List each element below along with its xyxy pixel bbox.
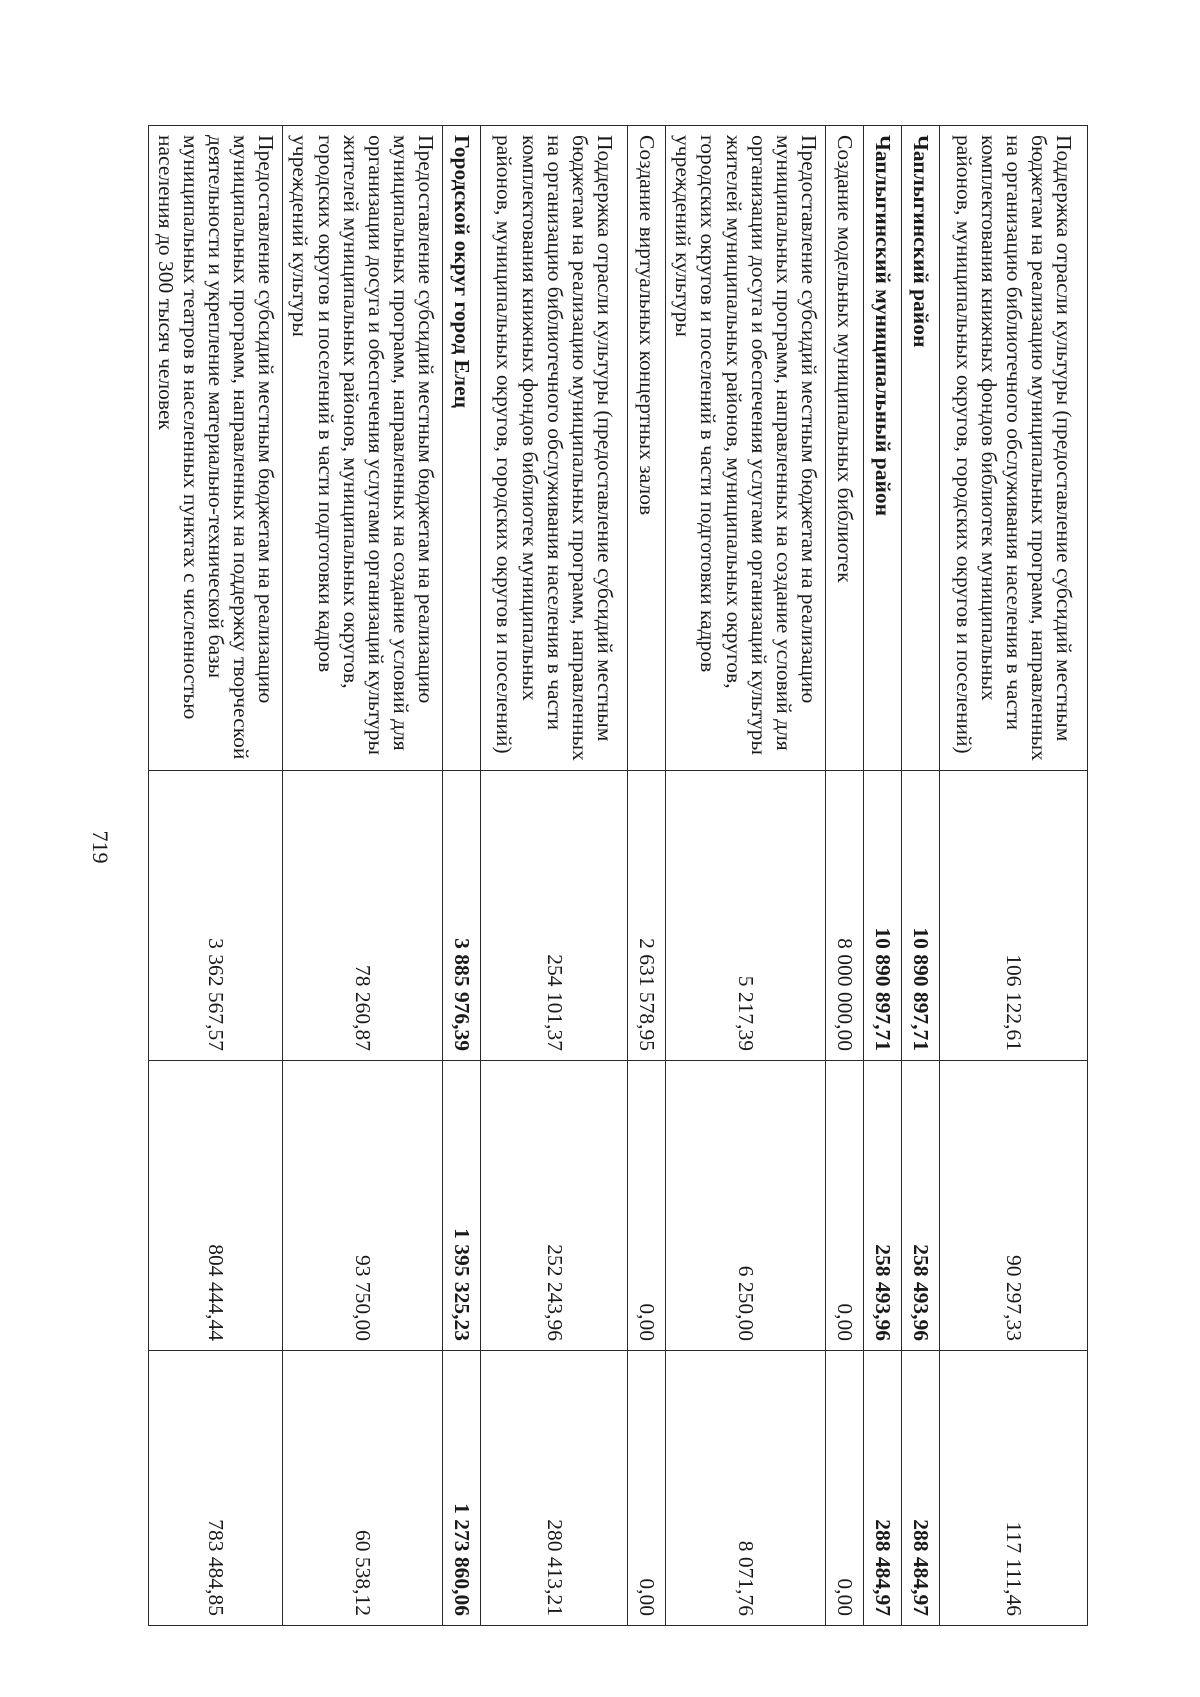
row-value-3: 117 111,46 (940, 1351, 1088, 1626)
row-value-1: 8 000 000,00 (826, 771, 864, 1061)
table-row (902, 126, 940, 1626)
row-value-2: 93 750,00 (283, 1061, 443, 1351)
table-row (443, 126, 481, 1626)
table-row (864, 126, 902, 1626)
row-name: Поддержка отрасли культуры (предоставление субсидий местным бюджетам на реализацию муниципальных программ, направленных на организацию библиотечного обслуживания населения в части комплектования книжных фондов библиотек муниципальных районов, муниципальных округов, городских округов и поселений) (481, 126, 628, 771)
row-value-2: 804 444,44 (148, 1061, 283, 1351)
row-name: Городской округ город Елец (443, 126, 481, 771)
row-value-3: 288 484,97 (902, 1351, 940, 1626)
row-value-2: 0,00 (826, 1061, 864, 1351)
rotated-table-container (148, 125, 1088, 1625)
row-name: Чаплыгинский муниципальный район (864, 126, 902, 771)
table-row (481, 126, 628, 1626)
row-value-2: 6 250,00 (666, 1061, 826, 1351)
row-name: Создание модельных муниципальных библиотек (826, 126, 864, 771)
row-value-1: 106 122,61 (940, 771, 1088, 1061)
row-value-2: 1 395 325,23 (443, 1061, 481, 1351)
row-name: Предоставление субсидий местным бюджетам на реализацию муниципальных программ, направленных на поддержку творческой деятельности и укрепление материально-технической базы муниципальных театров в населенных пунктах с численностью населения до 300 тысяч человек (148, 126, 283, 771)
table-row (666, 126, 826, 1626)
page-number: 719 (88, 830, 113, 864)
row-value-3: 8 071,76 (666, 1351, 826, 1626)
row-value-3: 288 484,97 (864, 1351, 902, 1626)
row-name: Поддержка отрасли культуры (предоставление субсидий местным бюджетам на реализацию муниципальных программ, направленных на организацию библиотечного обслуживания населения в части комплектования книжных фондов библиотек муниципальных районов, муниципальных округов, городских округов и поселений) (940, 126, 1088, 771)
row-value-2: 258 493,96 (864, 1061, 902, 1351)
row-value-1: 10 890 897,71 (902, 771, 940, 1061)
table-row (148, 126, 283, 1626)
row-value-3: 1 273 860,06 (443, 1351, 481, 1626)
row-value-1: 3 885 976,39 (443, 771, 481, 1061)
row-value-2: 0,00 (628, 1061, 666, 1351)
row-value-1: 2 631 578,95 (628, 771, 666, 1061)
row-name: Чаплыгинский район (902, 126, 940, 771)
row-name: Создание виртуальных концертных залов (628, 126, 666, 771)
row-value-1: 78 260,87 (283, 771, 443, 1061)
row-value-3: 0,00 (628, 1351, 666, 1626)
row-value-1: 254 101,37 (481, 771, 628, 1061)
table-row (628, 126, 666, 1626)
budget-table (148, 125, 1088, 1626)
row-name: Предоставление субсидий местным бюджетам на реализацию муниципальных программ, направленных на создание условий для организации досуга и обеспечения услугами организаций культуры жителей муниципальных районов, муниципальных округов, городских округов и поселений в части подготовки кадров учреждений культуры (283, 126, 443, 771)
table-row (283, 126, 443, 1626)
row-name: Предоставление субсидий местным бюджетам на реализацию муниципальных программ, направленных на создание условий для организации досуга и обеспечения услугами организаций культуры жителей муниципальных районов, муниципальных округов, городских округов и поселений в части подготовки кадров учреждений культуры (666, 126, 826, 771)
row-value-3: 280 413,21 (481, 1351, 628, 1626)
row-value-2: 90 297,33 (940, 1061, 1088, 1351)
table-row (826, 126, 864, 1626)
table-row (940, 126, 1088, 1626)
row-value-3: 783 484,85 (148, 1351, 283, 1626)
row-value-1: 10 890 897,71 (864, 771, 902, 1061)
row-value-3: 0,00 (826, 1351, 864, 1626)
row-value-1: 5 217,39 (666, 771, 826, 1061)
row-value-1: 3 362 567,57 (148, 771, 283, 1061)
row-value-2: 258 493,96 (902, 1061, 940, 1351)
row-value-3: 60 538,12 (283, 1351, 443, 1626)
row-value-2: 252 243,96 (481, 1061, 628, 1351)
